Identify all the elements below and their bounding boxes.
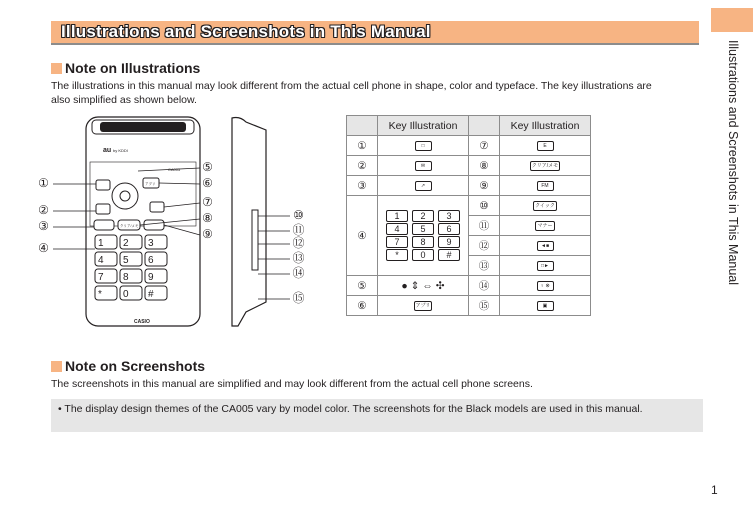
maker-logo: CASIO [134,319,150,325]
quick-key-icon: クイック [500,196,591,216]
row-num: ③ [347,176,378,196]
mail-key-icon: ✉ [378,156,469,176]
row-num: ① [347,136,378,156]
screenshots-paragraph: The screenshots in this manual are simplified and may look different from the actual cell phone screens. [51,378,533,390]
manner-key-icon: マナー [500,216,591,236]
svg-text:2: 2 [123,238,129,249]
side-lock-key-icon: ♀ ⊗ [500,276,591,296]
svg-text:#: # [148,289,154,300]
ez-key-icon: E [500,136,591,156]
svg-text:5: 5 [123,255,129,266]
side-keys [252,210,258,270]
title-bar [51,21,699,45]
row-num: ⑬ [469,256,500,276]
note-box [51,399,703,432]
svg-text:6: 6 [148,255,154,266]
row-num: ⑨ [469,176,500,196]
callout-11: ⑪ [292,223,305,237]
callout-5: ⑤ [202,160,213,174]
callout-9: ⑨ [202,227,213,241]
section-heading-text: Note on Screenshots [65,358,206,374]
brand-logo: au [103,147,112,154]
section-marker-icon [51,63,62,74]
row-num: ⑫ [469,236,500,256]
callout-2: ② [38,203,49,217]
note-text: • The display design themes of the CA005 vary by model color. The screenshots for the Black models are used in this manual. [58,403,643,415]
svg-text:by KDDI: by KDDI [113,148,128,153]
svg-text:0: 0 [123,289,129,300]
call-key [94,220,114,230]
side-down-key-icon: □► [500,256,591,276]
callout-8: ⑧ [202,211,213,225]
side-section-label: Illustrations and Screenshots in This Manual [726,40,740,286]
page-number: 1 [711,483,718,497]
ez-key [150,202,164,212]
row-num: ⑪ [469,216,500,236]
illustrations-paragraph: The illustrations in this manual may look different from the actual cell phone in shape, color and typeface. The key illustrations are also simplified as shown below. [51,80,652,106]
page-title: Illustrations and Screenshots in This Manual [61,22,431,41]
table-header-right: Key Illustration [500,116,591,136]
center-key [120,191,130,201]
row-num: ⑤ [347,276,378,296]
svg-text:4: 4 [98,255,104,266]
svg-text:CA005: CA005 [168,167,181,172]
phone-side-body [232,118,266,327]
section-heading-text: Note on Illustrations [65,60,201,76]
callout-10: ⑩ [293,208,304,222]
section-heading-screenshots [51,358,205,374]
nav-key-icons: ● ⇕ ⇔ ✣ [378,276,469,296]
callout-15: ⑮ [292,291,305,305]
callout-12: ⑫ [292,236,305,250]
svg-text:7: 7 [98,272,104,283]
row-num: ⑩ [469,196,500,216]
note-bullet-text: The display design themes of the CA005 vary by model color. The screenshots for the Black models are used in this manual. [64,403,643,415]
mail-key [96,204,110,214]
svg-text:9: 9 [148,272,154,283]
callout-14: ⑭ [292,266,305,280]
callout-3: ③ [38,219,49,233]
fm-key [144,220,164,230]
camera-key-icon: ▣ [500,296,591,316]
svg-text:3: 3 [148,238,154,249]
keypad-key-icons: 1 2 3 4 5 6 7 8 9 * 0 # [378,196,469,276]
table-header-left: Key Illustration [378,116,469,136]
callout-1: ① [38,176,49,190]
row-num: ⑭ [469,276,500,296]
fm-key-icon: FM [500,176,591,196]
section-heading-illustrations [51,60,200,76]
address-book-key [96,180,110,190]
callout-13: ⑬ [292,251,305,265]
callout-4: ④ [38,241,49,255]
clear-memo-key-icon: クリア/メモ [500,156,591,176]
row-num: ⑦ [469,136,500,156]
callout-7: ⑦ [202,195,213,209]
key-illustration-table [346,115,591,316]
app-key-icon: アプリ [378,296,469,316]
svg-text:8: 8 [123,272,129,283]
callout-6: ⑥ [202,176,213,190]
call-key-icon: ↗ [378,176,469,196]
svg-text:アプリ: アプリ [145,182,156,186]
phone-hinge-inner [100,122,186,132]
row-num: ⑮ [469,296,500,316]
svg-text:クリア/メモ: クリア/メモ [120,224,139,228]
side-tab-marker [711,8,753,32]
row-num: ⑥ [347,296,378,316]
svg-text:1: 1 [98,238,104,249]
section-marker-icon [51,361,62,372]
side-up-key-icon: ◄■ [500,236,591,256]
svg-text:*: * [98,289,102,300]
address-book-key-icon: □ [378,136,469,156]
row-num: ② [347,156,378,176]
row-num: ④ [347,196,378,276]
row-num: ⑧ [469,156,500,176]
